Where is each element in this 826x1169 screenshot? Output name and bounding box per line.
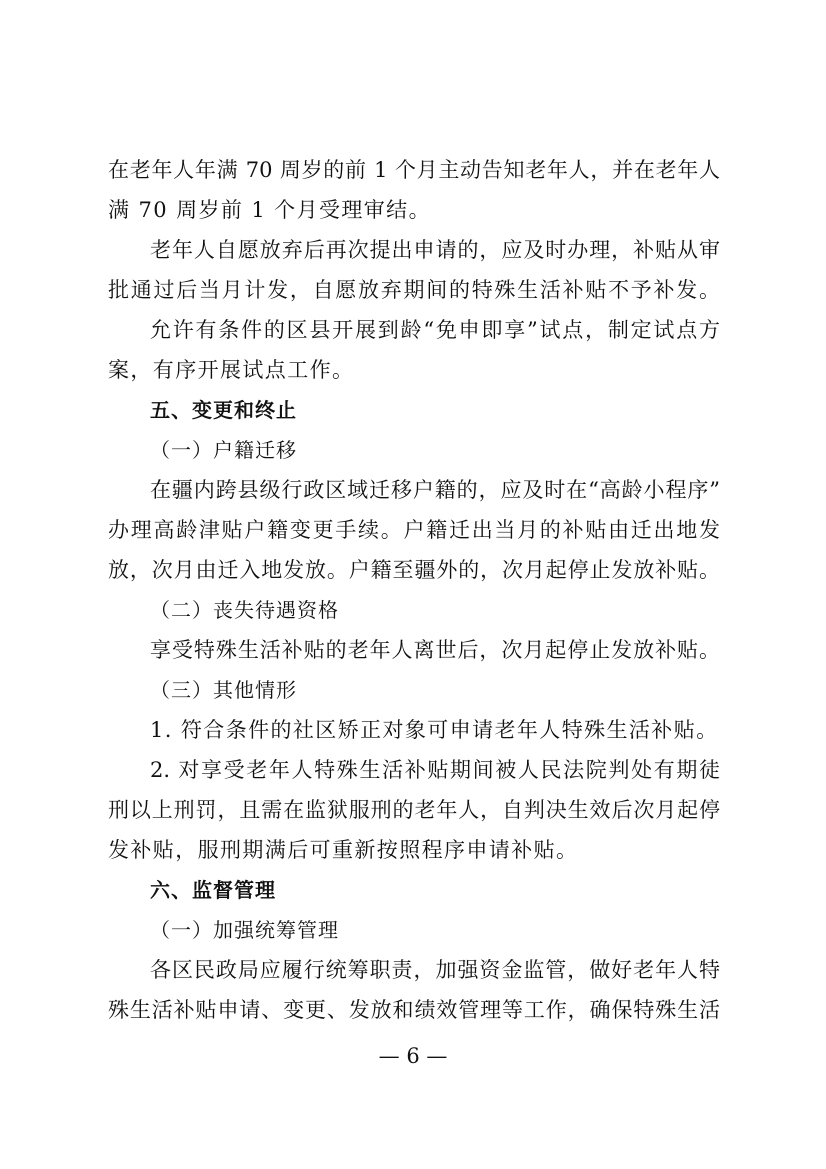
paragraph-line: 批通过后当月计发，自愿放弃期间的特殊生活补贴不予补发。 [108, 278, 720, 302]
page-number: — 6 — [378, 1044, 448, 1068]
paragraph-line: 办理高龄津贴户籍变更手续。户籍迁出当月的补贴由迁出地发 [108, 518, 720, 542]
paragraph-line: 刑以上刑罚，且需在监狱服刑的老年人，自判决生效后次月起停 [108, 798, 720, 822]
section-heading: 六、监督管理 [150, 878, 276, 902]
paragraph-line: 享受特殊生活补贴的老年人离世后，次月起停止发放补贴。 [150, 638, 720, 662]
paragraph-line: 发补贴，服刑期满后可重新按照程序申请补贴。 [108, 838, 579, 862]
paragraph-line: 1. 符合条件的社区矫正对象可申请老年人特殊生活补贴。 [150, 718, 719, 742]
paragraph-line: 2. 对享受老年人特殊生活补贴期间被人民法院判处有期徒 [150, 758, 720, 782]
section-heading: 五、变更和终止 [150, 398, 297, 422]
paragraph-line: 允许有条件的区县开展到龄“免申即享”试点，制定试点方 [150, 318, 720, 342]
paragraph-line: 各区民政局应履行统筹职责，加强资金监管，做好老年人特 [150, 958, 720, 982]
body-text [108, 150, 720, 1030]
paragraph-line: 在疆内跨县级行政区域迁移户籍的，应及时在“高龄小程序” [150, 478, 720, 502]
subsection-heading: （三）其他情形 [150, 678, 297, 702]
paragraph-line: 老年人自愿放弃后再次提出申请的，应及时办理，补贴从审 [150, 238, 720, 262]
subsection-heading: （一）户籍迁移 [150, 438, 297, 462]
subsection-heading: （二）丧失待遇资格 [150, 598, 339, 622]
paragraph-line: 案，有序开展试点工作。 [108, 358, 355, 382]
paragraph-line: 殊生活补贴申请、变更、发放和绩效管理等工作，确保特殊生活 [108, 998, 720, 1022]
paragraph-line: 放，次月由迁入地发放。户籍至疆外的，次月起停止发放补贴。 [108, 558, 720, 582]
subsection-heading: （一）加强统筹管理 [150, 918, 339, 942]
paragraph-line: 满 70 周岁前 1 个月受理审结。 [108, 198, 431, 222]
paragraph-line: 在老年人年满 70 周岁的前 1 个月主动告知老年人，并在老年人 [108, 158, 720, 182]
